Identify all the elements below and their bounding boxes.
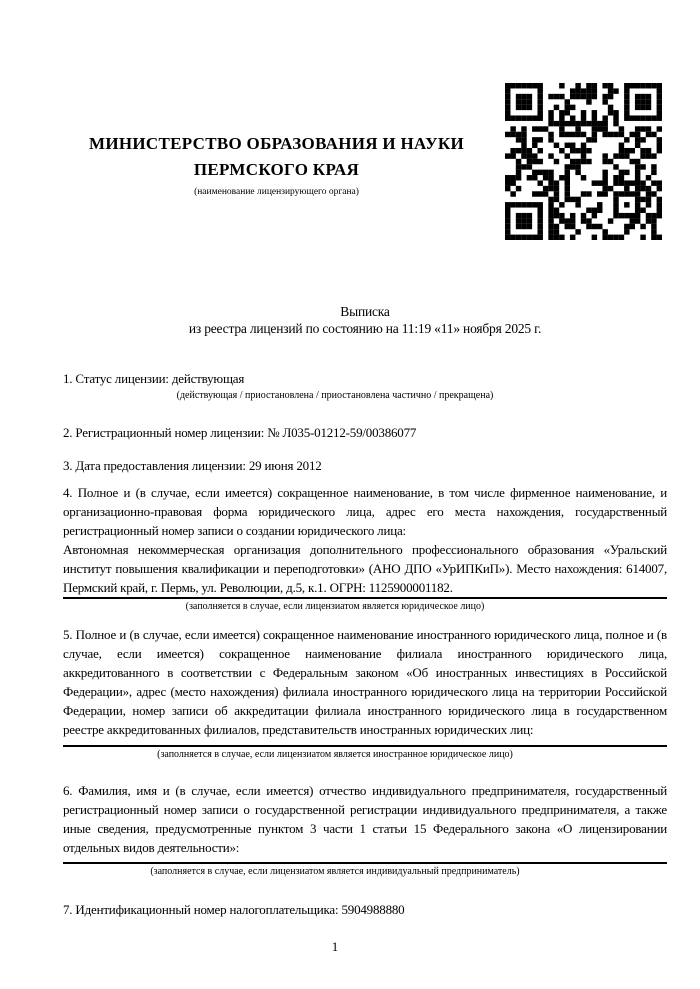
document-title-line2: из реестра лицензий по состоянию на 11:19 «11» ноября 2025 г. xyxy=(188,321,542,336)
licensing-authority xyxy=(63,131,490,198)
page-number: 1 xyxy=(331,939,339,954)
individual-entrepreneur-hint: (заполняется в случае, если лицензиатом является индивидуальный предприниматель) xyxy=(150,866,520,877)
license-status-hint: (действующая / приостановлена / приостановлена частично / прекращена) xyxy=(176,390,494,401)
legal-entity-hint: (заполняется в случае, если лицензиатом является юридическое лицо) xyxy=(185,601,485,612)
individual-entrepreneur-label: 6. Фамилия, имя и (в случае, если имеется) отчество индивидуального предпринимателя, государственный регистрационный номер записи о государственной регистрации индивидуального предпринимателя, а также иные сведения, предусмотренные пунктом 3 части 1 статьи 15 Федерального закона «О лицензировании отдельных видов деятельности»: xyxy=(63,783,667,855)
item-grant-date xyxy=(63,456,667,475)
document-title-line1: Выписка xyxy=(340,304,390,319)
registration-number-text: 2. Регистрационный номер лицензии: № Л035-01212-59/00386077 xyxy=(63,425,417,440)
license-status-text: 1. Статус лицензии: действующая xyxy=(63,371,245,386)
document-title xyxy=(63,303,667,337)
qr-code-icon xyxy=(505,83,662,240)
legal-entity-value: Автономная некоммерческая организация дополнительного профессионального образования «Уральский институт повышения квалификации и переподготовки» (АНО ДПО «УрИПКиП»). Место нахождения: 614007, Пермский край, г. Пермь, ул. Революции, д.5, к.1. ОГРН: 1125900001182. xyxy=(63,542,667,595)
fill-line xyxy=(63,862,667,864)
item-taxpayer-number xyxy=(63,900,667,919)
item-foreign-entity xyxy=(63,625,667,761)
grant-date-text: 3. Дата предоставления лицензии: 29 июня 2012 xyxy=(63,458,322,473)
item-registration-number xyxy=(63,423,667,442)
taxpayer-number-text: 7. Идентификационный номер налогоплательщика: 5904988880 xyxy=(63,902,405,917)
foreign-entity-label: 5. Полное и (в случае, если имеется) сокращенное наименование иностранного юридического лица, полное и (в случае, если имеется) сокращенное наименование филиала иностранного юридического лица, аккредитованного в соответствии с Федеральным законом «Об иностранных инвестициях в Российской Федерации», адрес (место нахождения) филиала иностранного юридического лица на территории Российской Федерации, номер записи об аккредитации филиала иностранного юридического лица в государственном реестре аккредитованных филиалов, представительств иностранных юридических лиц: xyxy=(63,627,667,737)
ministry-name-line2: ПЕРМСКОГО КРАЯ xyxy=(193,160,360,179)
ministry-caption: (наименование лицензирующего органа) xyxy=(194,187,359,197)
foreign-entity-hint: (заполняется в случае, если лицензиатом является иностранное юридическое лицо) xyxy=(157,749,513,760)
fill-line xyxy=(63,597,667,599)
legal-entity-label: 4. Полное и (в случае, если имеется) сокращенное наименование, в том числе фирменное наименование, и организационно-правовая форма юридического лица, адрес его места нахождения, государственный регистрационный номер записи о создании юридического лица: xyxy=(63,485,667,538)
fill-line xyxy=(63,745,667,747)
item-individual-entrepreneur xyxy=(63,781,667,878)
item-legal-entity xyxy=(63,483,667,613)
document-body xyxy=(63,303,667,956)
ministry-name-line1: МИНИСТЕРСТВО ОБРАЗОВАНИЯ И НАУКИ xyxy=(88,134,465,153)
item-license-status xyxy=(63,369,667,402)
